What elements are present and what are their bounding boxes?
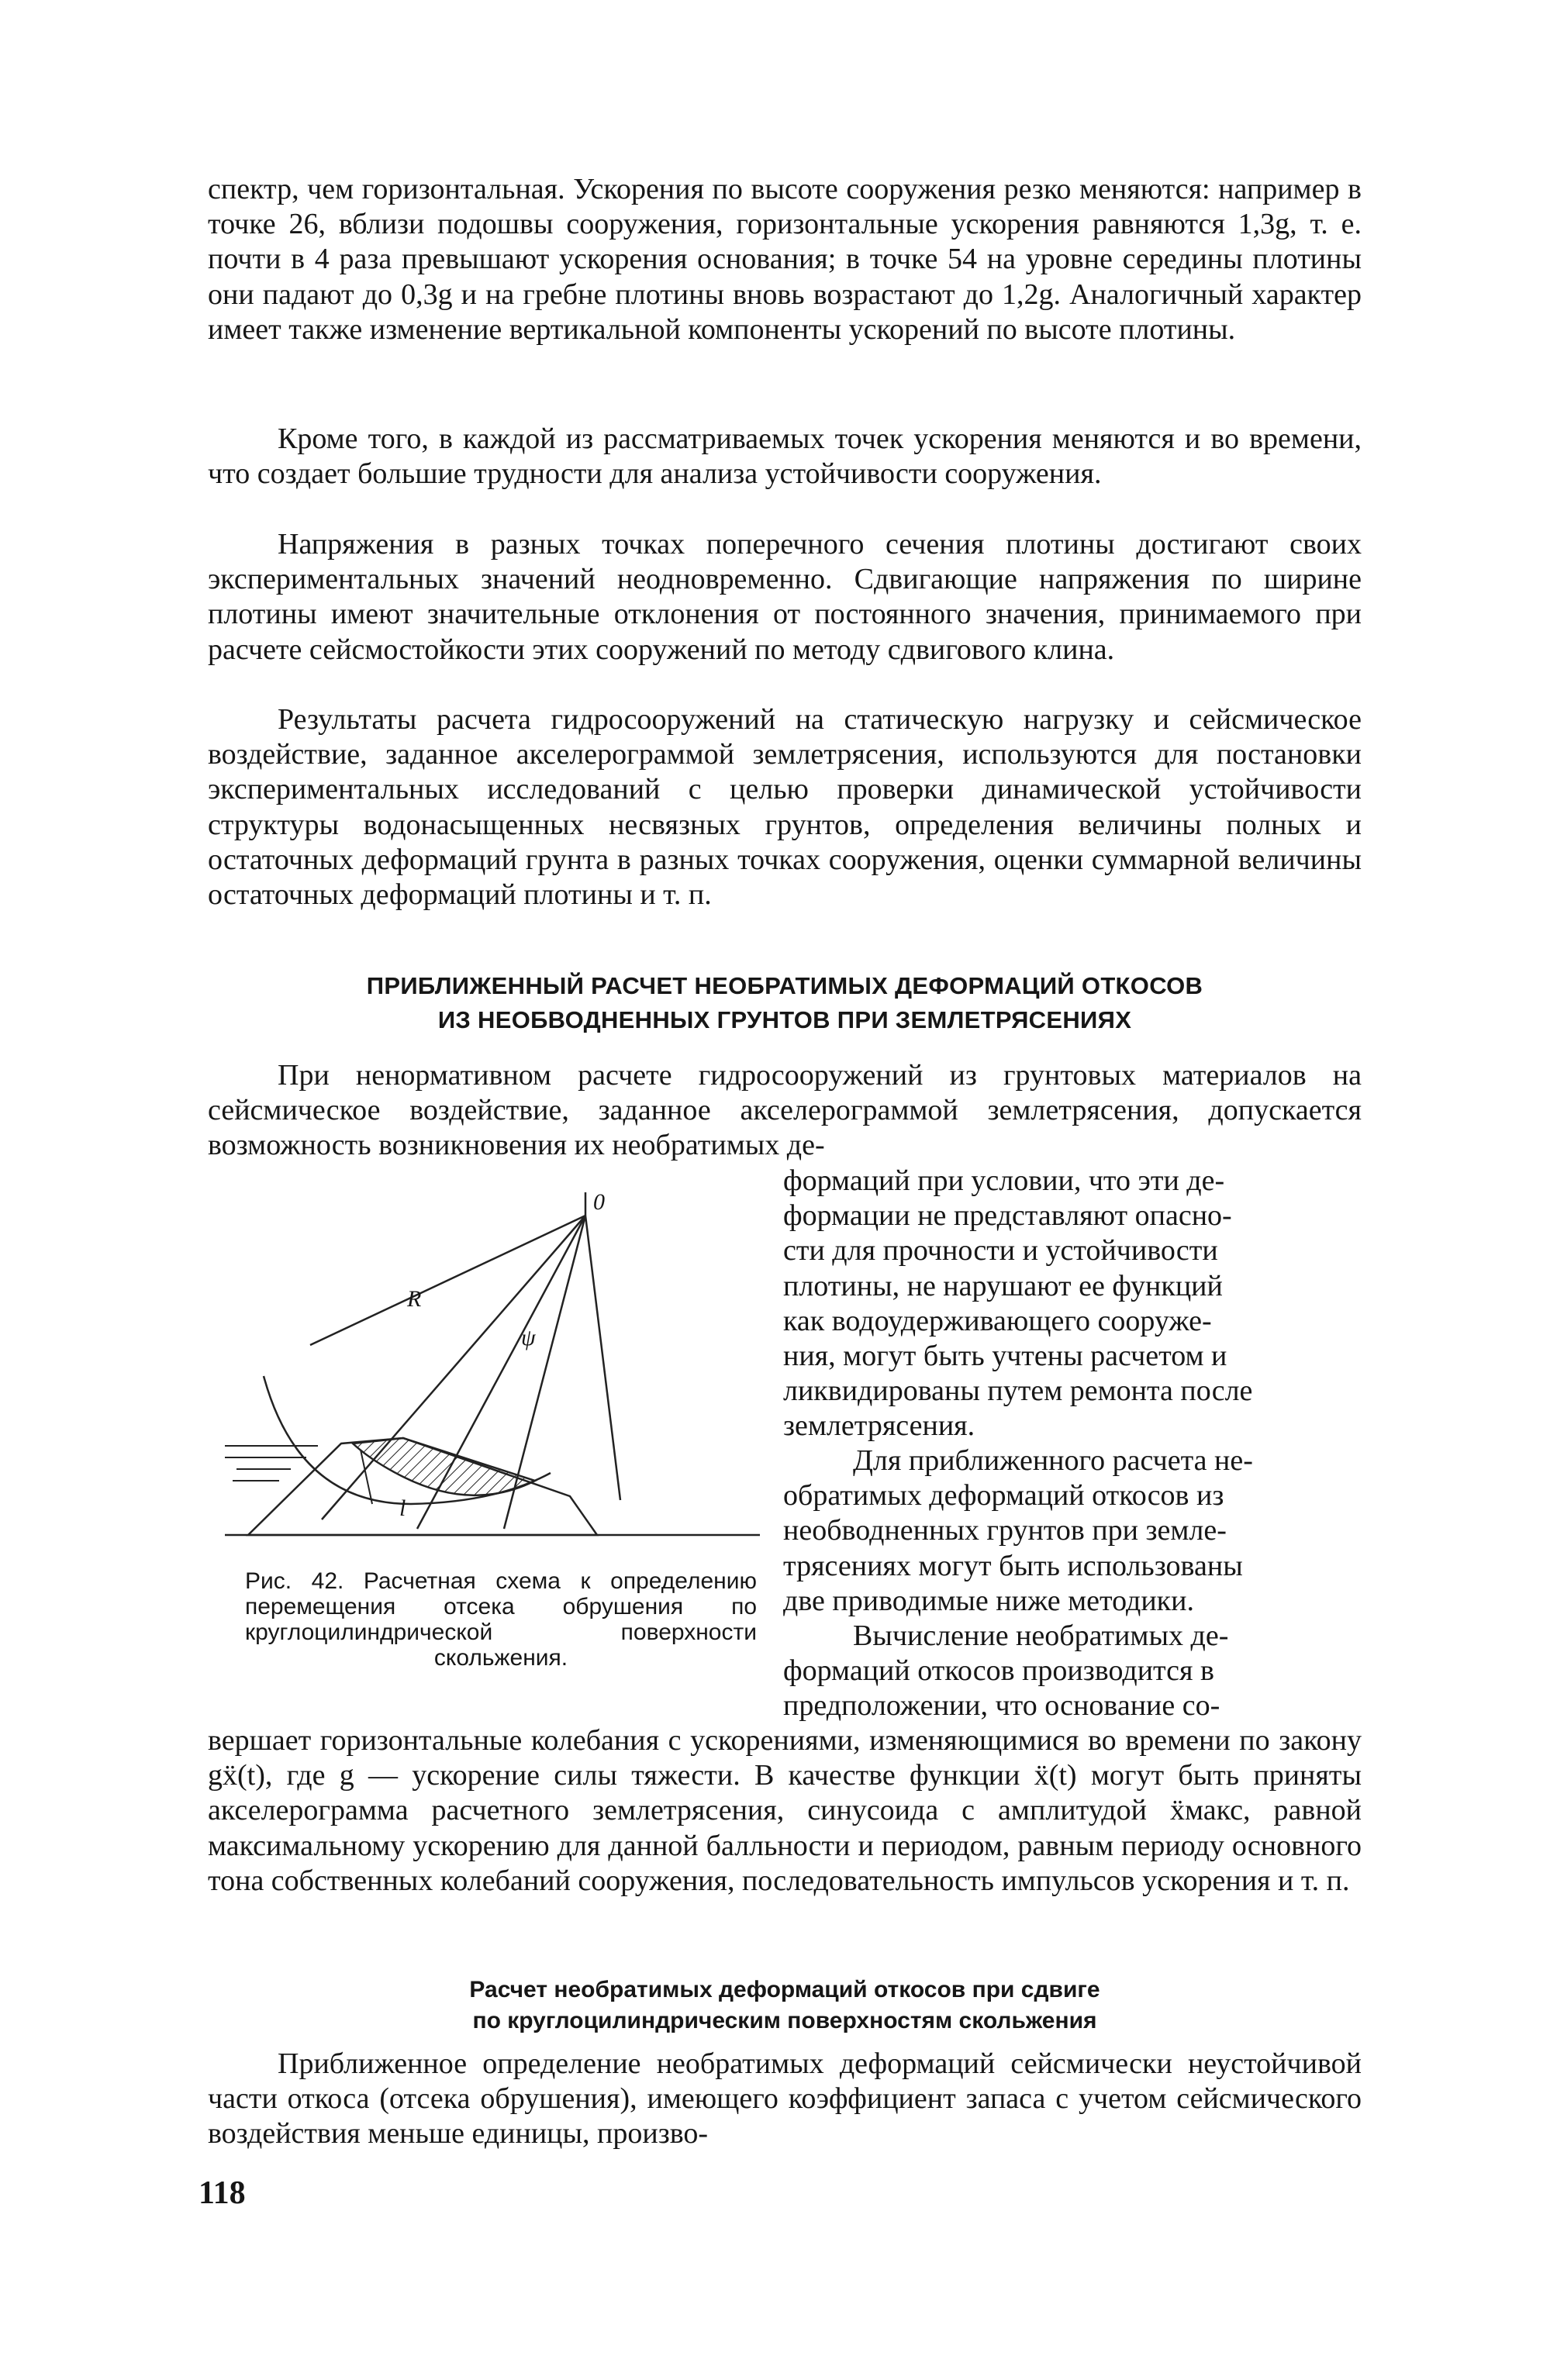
section-heading-line-2: ИЗ НЕОБВОДНЕННЫХ ГРУНТОВ ПРИ ЗЕМЛЕТРЯСЕНИЯХ [437, 1006, 1132, 1033]
slide-mass [353, 1438, 535, 1495]
side-column-3 [783, 1619, 1362, 1724]
paragraph-final: Приближенное определение необратимых деформаций сейсмически неустойчивой части откоса (отсека обрушения), имеющего коэффициент запаса с учетом сейсмического воздействия меньше единицы, произво- [208, 2047, 1362, 2151]
side-line: сти для прочности и устойчивости [783, 1234, 1218, 1268]
subsection-heading-line-1: Расчет необратимых деформаций откосов при сдвиге [469, 1977, 1100, 2002]
side-line: две приводимые ниже методики. [783, 1584, 1194, 1617]
label-phi: ψ [521, 1325, 536, 1350]
side-line: ния, могут быть учтены расчетом и [783, 1340, 1227, 1373]
paragraph-oscillations: вершает горизонтальные колебания с ускорениями, изменяющимися во времени по закону gẍ(t), где g — ускорение силы тяжести. В качестве функции ẍ(t) могут быть приняты акселерограмма расчетного землетрясения, синусоида с амплитудой ẍмакс, равной максимальному ускорению для данной балльности и периодом, равным периоду основного тона собственных колебаний сооружения, последовательность импульсов ускорения и т. п. [208, 1724, 1362, 1897]
side-line: ликвидированы путем ремонта после [783, 1375, 1253, 1408]
side-line: землетрясения. [783, 1409, 975, 1443]
slope-slip-diagram [217, 1171, 768, 1550]
water-surface [225, 1446, 318, 1481]
figure-caption: Рис. 42. Расчетная схема к определению перемещения отсека обрушения по круглоцилиндрической поверхности скольжения. [245, 1568, 757, 1671]
paragraph-results: Результаты расчета гидросооружений на статическую нагрузку и сейсмическое воздействие, заданное акселерограммой землетрясения, используются для постановки экспериментальных исследований с целью проверки динамической устойчивости структуры водонасыщенных несвязных грунтов, определения величины полных и остаточных деформаций грунта в разных точках сооружения, оценки суммарной величины остаточных деформаций плотины и т. п. [208, 703, 1362, 912]
side-line: плотины, не нарушают ее функций [783, 1269, 1223, 1302]
side-line: обратимых деформаций откосов из [783, 1479, 1224, 1513]
label-o: 0 [593, 1189, 605, 1215]
label-l: l [399, 1495, 406, 1521]
side-column-1 [783, 1164, 1362, 1444]
side-line: необводненных грунтов при земле- [783, 1514, 1227, 1547]
section-heading [208, 969, 1362, 1037]
side-line: формаций откосов производится в [783, 1654, 1214, 1688]
page-number: 118 [199, 2175, 246, 2211]
paragraph-intro: При ненормативном расчете гидросооружений из грунтовых материалов на сейсмическое воздействие, заданное акселерограммой землетрясения, допускается возможность возникновения их необратимых де- [208, 1059, 1362, 1162]
section-heading-line-1: ПРИБЛИЖЕННЫЙ РАСЧЕТ НЕОБРАТИМЫХ ДЕФОРМАЦИЙ ОТКОСОВ [366, 972, 1203, 999]
subsection-heading [208, 1975, 1362, 2037]
side-line: как водоудерживающего сооруже- [783, 1304, 1212, 1337]
label-r: R [407, 1286, 422, 1312]
paragraph-stresses: Напряжения в разных точках поперечного сечения плотины достигают своих экспериментальных значений неодновременно. Сдвигающие напряжения по ширине плотины имеют значительные отклонения от постоянного значения, принимаемого при расчете сейсмостойкости этих сооружений по методу сдвигового клина. [208, 528, 1362, 666]
subsection-heading-line-2: по круглоцилиндрическим поверхностям скольжения [472, 2008, 1097, 2033]
side-line: формации не представляют опасно- [783, 1199, 1232, 1233]
side-line: трясениях могут быть использованы [783, 1549, 1243, 1582]
side-line: Вычисление необратимых де- [853, 1619, 1229, 1652]
side-line: формаций при условии, что эти де- [783, 1164, 1225, 1197]
side-column-2 [783, 1444, 1362, 1619]
side-line: Для приближенного расчета не- [853, 1444, 1253, 1477]
side-line: предположении, что основание со- [783, 1689, 1220, 1723]
paragraph-accelerations: спектр, чем горизонтальная. Ускорения по высоте сооружения резко меняются: например в точке 26, вблизи подошвы сооружения, горизонтальные ускорения равняются 1,3g, т. е. почти в 4 раза превышают ускорения основания; в точке 54 на уровне середины плотины они падают до 0,3g и на гребне плотины вновь возрастают до 1,2g. Аналогичный характер имеет также изменение вертикальной компоненты ускорений по высоте плотины. [208, 173, 1362, 346]
paragraph-time-variation: Кроме того, в каждой из рассматриваемых точек ускорения меняются и во времени, что создает большие трудности для анализа устойчивости сооружения. [208, 423, 1362, 491]
